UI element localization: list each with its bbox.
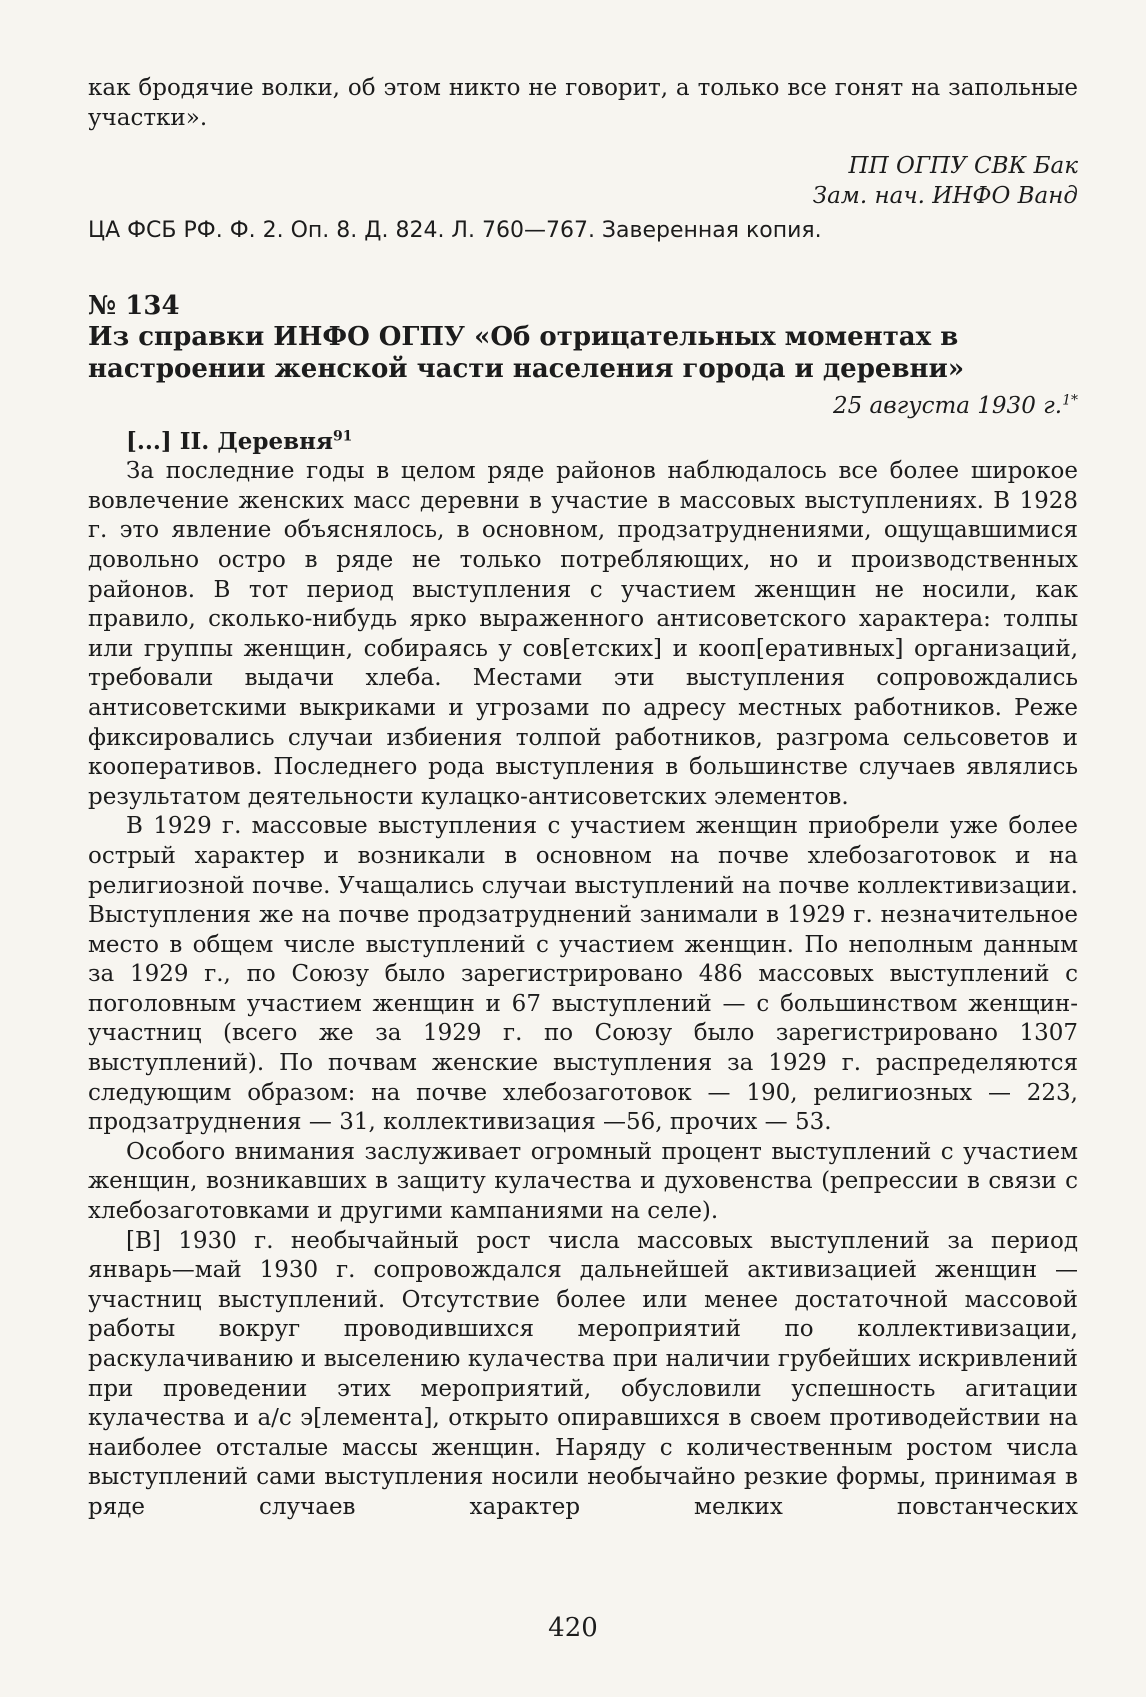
section-heading-line xyxy=(126,427,1078,457)
document-page xyxy=(88,74,1078,1523)
top-paragraph: как бродячие волки, об этом никто не говорит, а только все гонят на запольные участки». xyxy=(88,75,1078,131)
archive-reference: ЦА ФСБ РФ. Ф. 2. Оп. 8. Д. 824. Л. 760—767. Заверенная копия. xyxy=(88,218,822,244)
signature-line: Зам. нач. ИНФО Ванд xyxy=(812,183,1078,210)
body-paragraph: [В] 1930 г. необычайный рост числа массовых выступлений за период январь—май 1930 г. сопровождался дальнейшей активизацией женщин — участниц выступлений. Отсутствие более или менее достаточной массовой работы вокруг проводившихся мероприятий по коллективизации, раскулачиванию и выселению кулачества при наличии грубейших искривлений при проведении этих мероприятий, обусловили успешность агитации кулачества и а/с э[лемента], открыто опиравшихся в своем противодействии на наиболее отсталые массы женщин. Наряду с количественным ростом числа выступлений сами выступления носили необычайно резкие формы, принимая в ряде случаев характер мелких повстанческих xyxy=(88,1227,1078,1520)
body-paragraph: Особого внимания заслуживает огромный процент выступлений с участием женщин, возникавших в защиту кулачества и духовенства (репрессии в связи с хлебозаготовками и другими кампаниями на селе). xyxy=(88,1138,1078,1225)
date-footnote-marker: 1* xyxy=(1062,392,1078,409)
document-date: 25 августа 1930 г. xyxy=(832,393,1063,420)
document-title: Из справки ИНФО ОГПУ «Об отрицательных моментах в настроении женской части населения города и деревни» xyxy=(88,322,965,385)
body-paragraph: За последние годы в целом ряде районов наблюдалось все более широкое вовлечение женских масс деревни в участие в массовых выступлениях. В 1928 г. это явление объяснялось, в основном, продзатруднениями, ощущавшимися довольно остро в ряде не только потребляющих, но и производственных районов. В тот период выступления с участием женщин не носили, как правило, сколько-нибудь ярко выраженного антисоветского характера: толпы или группы женщин, собираясь у сов[етских] и кооп[еративных] организаций, требовали выдачи хлеба. Местами эти выступления сопровождались антисоветскими выкриками и угрозами по адресу местных работников. Реже фиксировались случаи избиения толпой работников, разгрома сельсоветов и кооперативов. Последнего рода выступления в большинстве случаев являлись результатом деятельности кулацко-антисоветских элементов. xyxy=(88,458,1078,810)
document-date-line xyxy=(88,391,1078,421)
section-footnote-marker: 91 xyxy=(332,428,353,445)
document-number: № 134 xyxy=(88,291,180,322)
page-number: 420 xyxy=(548,1613,598,1643)
body-paragraph: В 1929 г. массовые выступления с участием женщин приобрели уже более острый характер и возникали в основном на почве хлебозаготовок и на религиозной почве. Учащались случаи выступлений на почве коллективизации. Выступления же на почве продзатруднений занимали в 1929 г. незначительное место в общем числе выступлений с участием женщин. По неполным данным за 1929 г., по Союзу было зарегистрировано 486 массовых выступлений с поголовным участием женщин и 67 выступлений — с большинством женщин-участниц (всего же за 1929 г. по Союзу было зарегистрировано 1307 выступлений). По почвам женские выступления за 1929 г. распределяются следующим образом: на почве хлебозаготовок — 190, религиозных — 223, продзатруднения — 31, коллективизация —56, прочих — 53. xyxy=(88,813,1078,1136)
section-heading: [...] II. Деревня xyxy=(126,428,333,456)
signature-line: ПП ОГПУ СВК Бак xyxy=(848,153,1078,180)
